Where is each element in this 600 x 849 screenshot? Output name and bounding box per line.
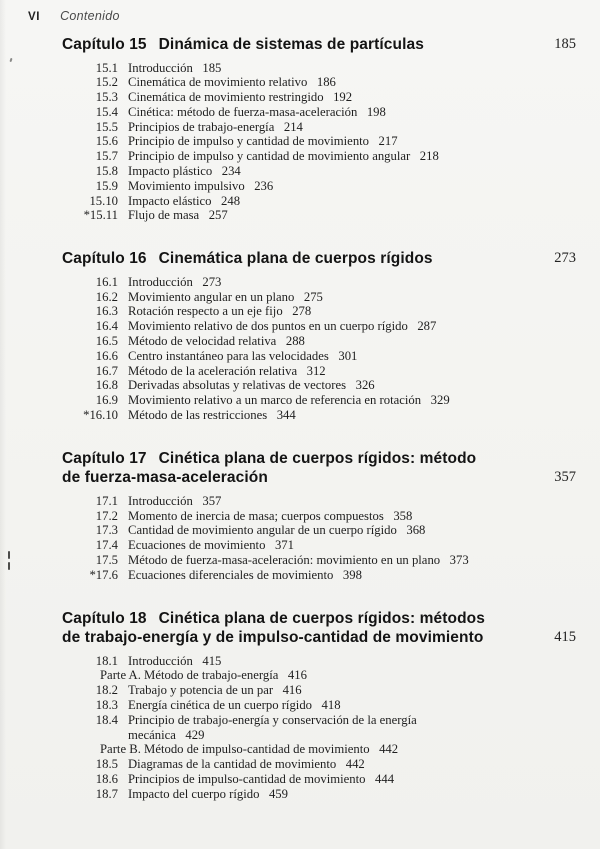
toc-entry xyxy=(66,319,576,334)
section-list xyxy=(66,61,576,224)
section-number: 15.2 xyxy=(95,75,118,90)
entry-text xyxy=(128,509,412,524)
section-title: Impacto elástico xyxy=(128,193,212,208)
section-page-number: 218 xyxy=(419,149,439,164)
section-number: 17.4 xyxy=(95,538,118,553)
toc-entry xyxy=(66,164,576,179)
section-list xyxy=(66,654,576,802)
section-page-number: 257 xyxy=(208,208,228,223)
toc-entry xyxy=(66,149,576,164)
section-title: Introducción xyxy=(128,653,193,668)
section-title: Ecuaciones de movimiento xyxy=(128,538,266,553)
section-number: 15.4 xyxy=(95,104,118,119)
entry-text xyxy=(128,683,302,698)
entry-text xyxy=(128,149,439,164)
section-number: 15.5 xyxy=(95,119,118,134)
entry-text xyxy=(128,364,326,379)
section-number: 17.3 xyxy=(95,523,118,538)
section-number: 18.2 xyxy=(95,683,118,698)
section-number: 15.8 xyxy=(95,164,118,179)
section-number: 16.6 xyxy=(95,348,118,363)
chapter-label: Capítulo 17 xyxy=(62,449,147,467)
section-title: Trabajo y potencia de un par xyxy=(128,683,274,698)
toc-entry xyxy=(66,757,576,772)
chapter-heading xyxy=(62,35,576,55)
section-title: Movimiento relativo a un marco de referencia en rotación xyxy=(128,393,422,408)
toc-entry xyxy=(66,538,576,553)
toc-entry xyxy=(66,494,576,509)
chapter-label: Capítulo 15 xyxy=(62,36,147,53)
section-page-number: 214 xyxy=(283,119,303,134)
section-page-number: 198 xyxy=(366,104,386,119)
section-title: Movimiento impulsivo xyxy=(128,178,245,193)
toc-part-entry xyxy=(66,742,576,757)
chapter-name: Cinética plana de cuerpos rígidos: métodos de trabajo-energía y de impulso-cantidad de movimiento xyxy=(62,609,485,647)
chapter-name: Dinámica de sistemas de partículas xyxy=(158,36,424,53)
section-page-number: 358 xyxy=(393,508,413,523)
entry-text xyxy=(128,568,362,583)
section-number: 16.5 xyxy=(95,333,118,348)
section-page-number: 357 xyxy=(202,493,222,508)
entry-text xyxy=(128,134,398,149)
toc-entry xyxy=(66,698,576,713)
section-title: Energía cinética de un cuerpo rígido xyxy=(128,697,313,712)
entry-text xyxy=(128,654,221,669)
section-page-number: 288 xyxy=(285,333,305,348)
section-page-number: 416 xyxy=(282,683,302,698)
section-title: Método de fuerza-masa-aceleración: movimiento en un plano xyxy=(128,552,441,567)
section-number: 16.1 xyxy=(95,274,118,289)
toc-entry xyxy=(66,334,576,349)
entry-text xyxy=(128,713,482,743)
chapter-name: Cinética plana de cuerpos rígidos: método de fuerza-masa-aceleración xyxy=(62,449,477,487)
section-page-number: 398 xyxy=(342,567,362,582)
section-title: Flujo de masa xyxy=(128,208,200,223)
section-page-number: 373 xyxy=(449,552,469,567)
chapter-title xyxy=(62,249,433,269)
section-page-number: 312 xyxy=(306,363,326,378)
entry-text xyxy=(128,179,273,194)
section-title: Cinética: método de fuerza-masa-aceleración xyxy=(128,104,358,119)
section-page-number: 371 xyxy=(274,538,294,553)
section-number: 17.1 xyxy=(95,493,118,508)
entry-text xyxy=(128,772,394,787)
section-title: Principio de impulso y cantidad de movimiento angular xyxy=(128,149,411,164)
page-folio: VI xyxy=(28,11,41,23)
entry-text xyxy=(128,120,303,135)
toc-entry xyxy=(66,713,576,743)
section-number: 15.1 xyxy=(95,60,118,75)
section-page-number: 186 xyxy=(316,75,336,90)
toc-entry xyxy=(66,290,576,305)
section-number: 15.9 xyxy=(95,178,118,193)
chapter-block xyxy=(62,35,576,223)
section-number: 17.2 xyxy=(95,508,118,523)
toc-entry xyxy=(66,553,576,568)
section-list xyxy=(66,494,576,583)
section-page-number: 442 xyxy=(345,757,365,772)
chapter-block xyxy=(62,249,576,422)
section-number: 18.7 xyxy=(95,786,118,801)
toc-part-entry xyxy=(66,668,576,683)
entry-text xyxy=(128,408,296,423)
toc-entry xyxy=(66,568,576,583)
section-title: Movimiento angular en un plano xyxy=(128,289,295,304)
chapter-label: Capítulo 16 xyxy=(62,250,147,268)
part-title: Parte A. Método de trabajo-energía xyxy=(100,668,279,683)
section-list xyxy=(66,275,576,423)
section-page-number: 459 xyxy=(268,786,288,801)
toc-entry xyxy=(66,61,576,76)
part-title: Parte B. Método de impulso-cantidad de movimiento xyxy=(100,742,370,757)
section-page-number: 192 xyxy=(333,90,353,105)
toc-entry xyxy=(66,275,576,290)
toc-entry xyxy=(66,90,576,105)
entry-text xyxy=(128,787,288,802)
entry-text xyxy=(128,523,425,538)
section-page-number: 429 xyxy=(185,727,205,742)
section-title: Diagramas de la cantidad de movimiento xyxy=(128,757,337,772)
section-number: 15.10 xyxy=(89,193,118,208)
section-title: Cantidad de movimiento angular de un cuerpo rígido xyxy=(128,523,397,538)
section-title: Cinemática de movimiento restringido xyxy=(128,90,324,105)
entry-text xyxy=(128,378,375,393)
chapter-page-number: 415 xyxy=(554,629,576,646)
chapter-heading xyxy=(62,609,576,648)
entry-text xyxy=(128,304,311,319)
section-number: 18.6 xyxy=(95,771,118,786)
chapter-heading xyxy=(62,449,576,488)
section-title: Momento de inercia de masa; cuerpos compuestos xyxy=(128,508,384,523)
section-title: Método de las restricciones xyxy=(128,407,268,422)
toc-entry xyxy=(66,509,576,524)
entry-text xyxy=(128,290,323,305)
entry-text xyxy=(128,334,305,349)
section-title: Centro instantáneo para las velocidades xyxy=(128,348,329,363)
section-title: Impacto plástico xyxy=(128,164,213,179)
chapter-heading xyxy=(62,249,576,269)
entry-text xyxy=(128,61,221,76)
toc-entry xyxy=(66,349,576,364)
toc-entry xyxy=(66,654,576,669)
section-title: Introducción xyxy=(128,274,193,289)
running-title: Contenido xyxy=(60,9,120,23)
chapter-title xyxy=(62,449,498,488)
section-title: Impacto del cuerpo rígido xyxy=(128,786,260,801)
section-number: 15.3 xyxy=(95,90,118,105)
section-number: 16.3 xyxy=(95,304,118,319)
section-title: Método de velocidad relativa xyxy=(128,333,277,348)
section-number: *17.6 xyxy=(89,567,118,582)
entry-text xyxy=(128,164,241,179)
toc-entry xyxy=(66,364,576,379)
section-number: 15.7 xyxy=(95,149,118,164)
section-title: Introducción xyxy=(128,493,193,508)
toc-entry xyxy=(66,105,576,120)
entry-text xyxy=(128,194,240,209)
entry-text xyxy=(128,75,336,90)
section-title: Principios de trabajo-energía xyxy=(128,119,275,134)
section-number: 15.6 xyxy=(95,134,118,149)
section-page-number: 442 xyxy=(379,742,399,757)
section-page-number: 418 xyxy=(321,697,341,712)
toc-entry xyxy=(66,208,576,223)
section-title: Rotación respecto a un eje fijo xyxy=(128,304,283,319)
section-title: Principios de impulso-cantidad de movimiento xyxy=(128,771,366,786)
entry-text xyxy=(128,349,357,364)
entry-text xyxy=(128,105,386,120)
section-title: Introducción xyxy=(128,60,193,75)
table-of-contents xyxy=(0,35,600,801)
toc-entry xyxy=(66,75,576,90)
section-number: 18.3 xyxy=(95,697,118,712)
section-page-number: 326 xyxy=(355,378,375,393)
entry-text xyxy=(128,698,341,713)
section-number: 16.2 xyxy=(95,289,118,304)
section-number: 16.8 xyxy=(95,378,118,393)
section-number: 17.5 xyxy=(95,552,118,567)
entry-text xyxy=(128,494,221,509)
section-page-number: 415 xyxy=(202,653,222,668)
chapter-page-number: 357 xyxy=(554,469,576,486)
section-page-number: 444 xyxy=(375,771,395,786)
entry-text xyxy=(100,742,398,757)
entry-text xyxy=(128,553,469,568)
entry-text xyxy=(128,275,221,290)
section-number: 16.4 xyxy=(95,319,118,334)
section-page-number: 185 xyxy=(202,60,222,75)
section-page-number: 329 xyxy=(430,393,450,408)
toc-entry xyxy=(66,179,576,194)
section-page-number: 248 xyxy=(221,193,241,208)
section-page-number: 217 xyxy=(378,134,398,149)
section-page-number: 278 xyxy=(292,304,312,319)
page-header xyxy=(0,0,600,23)
toc-entry xyxy=(66,120,576,135)
toc-entry xyxy=(66,787,576,802)
section-page-number: 301 xyxy=(338,348,358,363)
section-title: Derivadas absolutas y relativas de vectores xyxy=(128,378,347,393)
section-number: 18.1 xyxy=(95,653,118,668)
toc-entry xyxy=(66,194,576,209)
chapter-name: Cinemática plana de cuerpos rígidos xyxy=(158,250,433,268)
section-page-number: 236 xyxy=(254,178,274,193)
entry-text xyxy=(128,208,228,223)
section-title: Ecuaciones diferenciales de movimiento xyxy=(128,567,334,582)
section-number: *16.10 xyxy=(83,407,118,422)
section-number: *15.11 xyxy=(83,208,118,223)
section-page-number: 287 xyxy=(417,319,437,334)
entry-text xyxy=(100,668,307,683)
toc-entry xyxy=(66,683,576,698)
toc-entry xyxy=(66,408,576,423)
section-title: Método de la aceleración relativa xyxy=(128,363,298,378)
section-title: Movimiento relativo de dos puntos en un cuerpo rígido xyxy=(128,319,408,334)
toc-entry xyxy=(66,378,576,393)
section-page-number: 273 xyxy=(202,274,222,289)
scan-artifact-mark xyxy=(8,551,10,559)
chapter-page-number: 185 xyxy=(554,36,576,52)
section-title: Cinemática de movimiento relativo xyxy=(128,75,308,90)
toc-entry xyxy=(66,523,576,538)
section-title: Principio de trabajo-energía y conservación de la energía mecánica xyxy=(128,712,417,742)
section-number: 18.5 xyxy=(95,757,118,772)
entry-text xyxy=(128,393,450,408)
entry-text xyxy=(128,90,352,105)
entry-text xyxy=(128,757,365,772)
section-page-number: 275 xyxy=(303,289,323,304)
section-number: 18.4 xyxy=(95,712,118,727)
section-page-number: 368 xyxy=(406,523,426,538)
section-page-number: 344 xyxy=(276,407,296,422)
toc-entry xyxy=(66,772,576,787)
chapter-page-number: 273 xyxy=(554,250,576,267)
chapter-title xyxy=(62,35,424,55)
section-title: Principio de impulso y cantidad de movimiento xyxy=(128,134,370,149)
section-page-number: 416 xyxy=(287,668,307,683)
toc-entry xyxy=(66,393,576,408)
chapter-block xyxy=(62,609,576,802)
entry-text xyxy=(128,538,294,553)
section-number: 16.7 xyxy=(95,363,118,378)
toc-entry xyxy=(66,304,576,319)
chapter-block xyxy=(62,449,576,583)
chapter-label: Capítulo 18 xyxy=(62,609,147,627)
chapter-title xyxy=(62,609,498,648)
toc-entry xyxy=(66,134,576,149)
section-number: 16.9 xyxy=(95,393,118,408)
entry-text xyxy=(128,319,436,334)
section-page-number: 234 xyxy=(221,164,241,179)
